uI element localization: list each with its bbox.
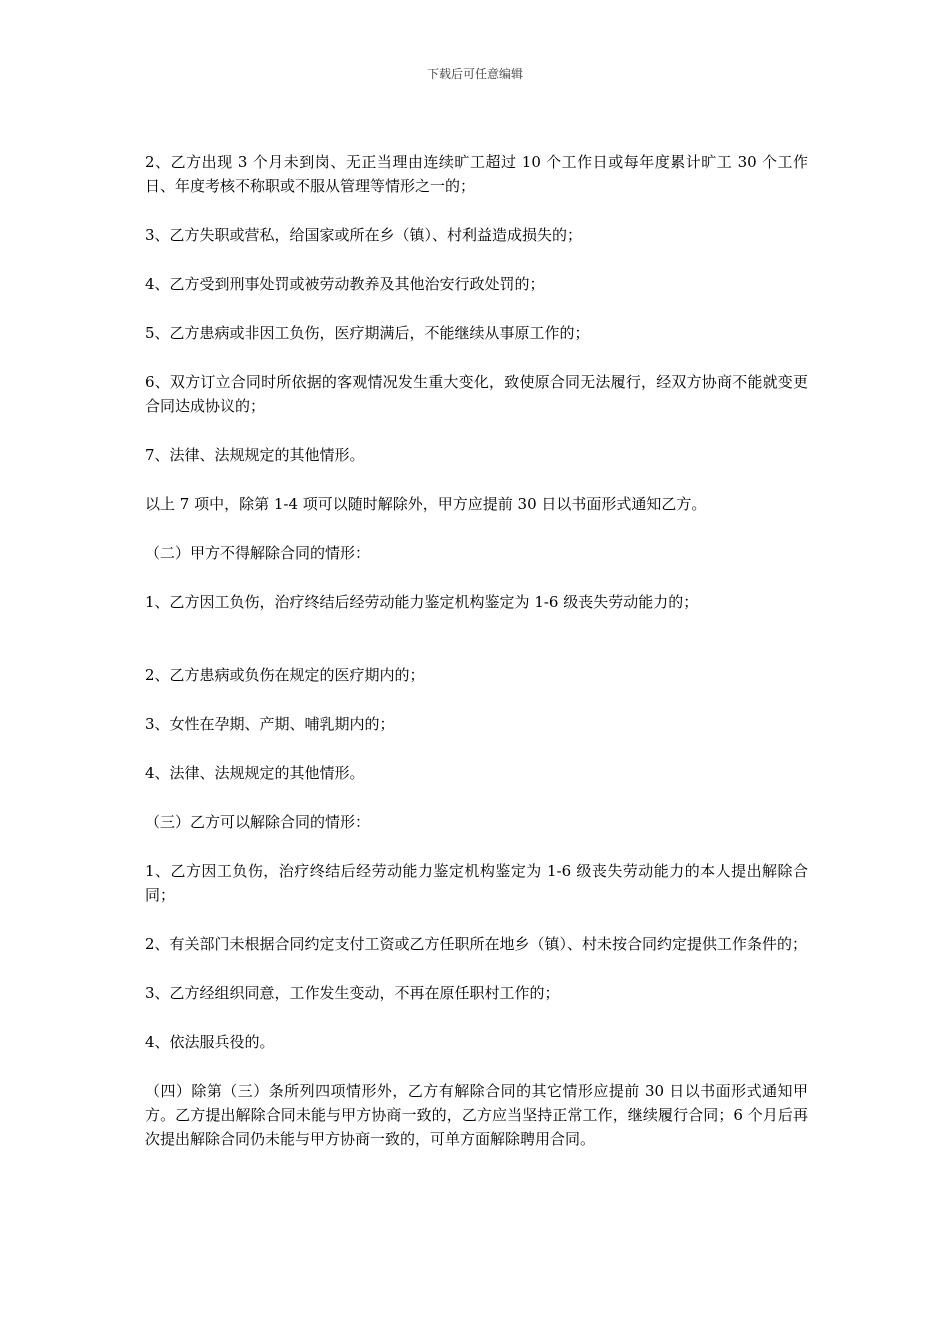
paragraph-clause-2: 2、乙方出现 3 个月未到岗、无正当理由连续旷工超过 10 个工作日或每年度累计旷工 30 个工作日、年度考核不称职或不服从管理等情形之一的； xyxy=(145,153,808,195)
section-heading-2: （二）甲方不得解除合同的情形： xyxy=(145,544,371,562)
section-paragraph-4: （四）除第（三）条所列四项情形外，乙方有解除合同的其它情形应提前 30 日以书面形式通知甲方。乙方提出解除合同未能与甲方协商一致的，乙方应当坚持正常工作，继续履行合同；6 个月后再次提出解除合同仍未能与甲方协商一致的，可单方面解除聘用合同。 xyxy=(145,1082,808,1148)
paragraph-s2-item-4: 4、法律、法规规定的其他情形。 xyxy=(145,764,365,782)
paragraph-s2-item-1: 1、乙方因工负伤，治疗终结后经劳动能力鉴定机构鉴定为 1-6 级丧失劳动能力的； xyxy=(145,593,699,611)
section-heading-3: （三）乙方可以解除合同的情形： xyxy=(145,813,371,831)
paragraph-s2-item-3: 3、女性在孕期、产期、哺乳期内的； xyxy=(145,715,395,733)
paragraph-clause-7: 7、法律、法规规定的其他情形。 xyxy=(145,446,365,464)
paragraph-s3-item-1: 1、乙方因工负伤，治疗终结后经劳动能力鉴定机构鉴定为 1-6 级丧失劳动能力的本人提出解除合同； xyxy=(145,862,808,904)
paragraph-clause-4: 4、乙方受到刑事处罚或被劳动教养及其他治安行政处罚的； xyxy=(145,275,545,293)
page-header: 下载后可任意编辑 xyxy=(426,67,523,81)
document-body xyxy=(145,150,808,1176)
paragraph-s3-item-2: 2、有关部门未根据合同约定支付工资或乙方任职所在地乡（镇）、村未按合同约定提供工作条件的； xyxy=(145,935,808,953)
paragraph-s3-item-3: 3、乙方经组织同意，工作发生变动，不再在原任职村工作的； xyxy=(145,984,560,1002)
paragraph-notice-rule: 以上 7 项中，除第 1-4 项可以随时解除外，甲方应提前 30 日以书面形式通知乙方。 xyxy=(145,495,707,513)
paragraph-clause-5: 5、乙方患病或非因工负伤，医疗期满后，不能继续从事原工作的； xyxy=(145,324,590,342)
paragraph-clause-6: 6、双方订立合同时所依据的客观情况发生重大变化，致使原合同无法履行，经双方协商不能就变更合同达成协议的； xyxy=(145,373,808,415)
paragraph-s3-item-4: 4、依法服兵役的。 xyxy=(145,1033,275,1051)
paragraph-s2-item-2: 2、乙方患病或负伤在规定的医疗期内的； xyxy=(145,666,425,684)
paragraph-clause-3: 3、乙方失职或营私，给国家或所在乡（镇）、村利益造成损失的； xyxy=(145,226,583,244)
